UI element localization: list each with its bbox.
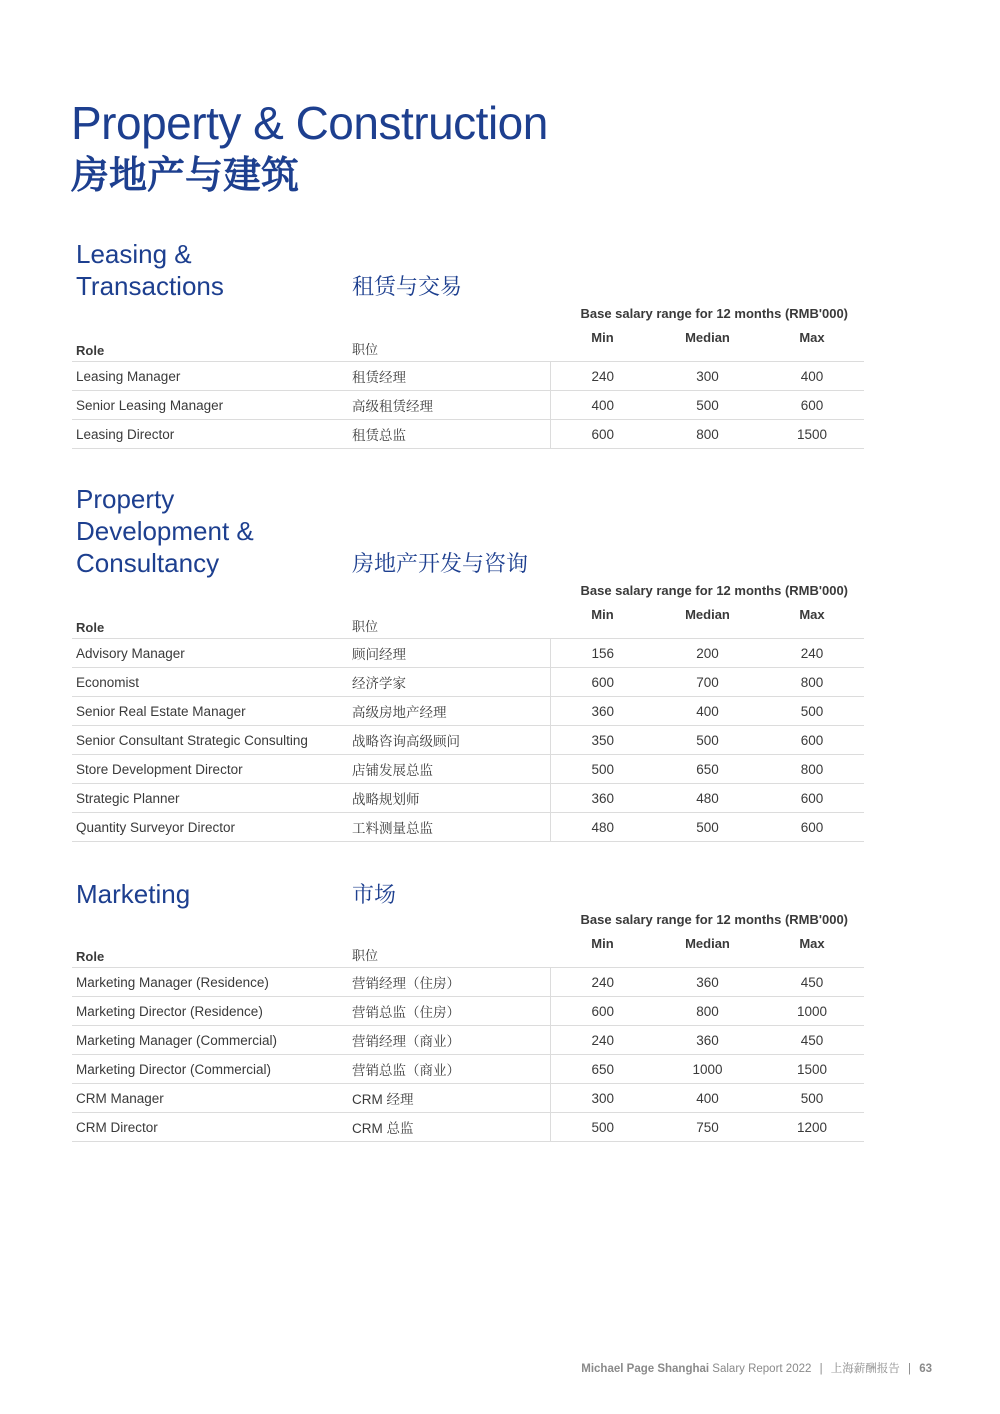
role-zh-cell: 经济学家 [348, 668, 550, 697]
median-cell: 500 [655, 813, 760, 842]
table-row [72, 1055, 864, 1084]
role-cell: Leasing Director [72, 420, 348, 449]
role-zh-cell: 租赁经理 [348, 362, 550, 391]
role-zh-cell: 店铺发展总监 [348, 755, 550, 784]
page-number: 63 [919, 1363, 932, 1375]
max-cell: 600 [760, 813, 864, 842]
section-leasing [72, 236, 864, 444]
max-cell: 1500 [760, 420, 864, 449]
footer-separator: | [908, 1363, 911, 1375]
min-cell: 650 [550, 1055, 655, 1084]
table-row [72, 726, 864, 755]
table-row [72, 784, 864, 813]
min-cell: 360 [550, 784, 655, 813]
median-cell: 500 [655, 391, 760, 420]
table-row [72, 968, 864, 997]
footer-brand: Michael Page Shanghai [581, 1363, 710, 1375]
role-cell: CRM Manager [72, 1084, 348, 1113]
min-cell: 156 [550, 639, 655, 668]
min-cell: 300 [550, 1084, 655, 1113]
table-body [72, 968, 864, 1142]
max-cell: 500 [760, 1084, 864, 1113]
table-body [72, 362, 864, 449]
col-header-median: Median [685, 936, 730, 951]
section-heading [72, 236, 864, 302]
salary-table [72, 605, 864, 842]
section-title: Leasing & Transactions [76, 239, 224, 301]
role-zh-cell: CRM 总监 [348, 1113, 550, 1142]
table-row [72, 362, 864, 391]
table-row [72, 997, 864, 1026]
role-zh-cell: 营销经理（商业） [348, 1026, 550, 1055]
median-cell: 360 [655, 968, 760, 997]
section-title-zh: 市场 [352, 882, 397, 907]
footer-separator: | [819, 1363, 823, 1375]
median-cell: 300 [655, 362, 760, 391]
section-title: Property Development & Consultancy [76, 484, 254, 578]
max-cell: 1200 [760, 1113, 864, 1142]
median-cell: 1000 [655, 1055, 760, 1084]
max-cell: 600 [760, 726, 864, 755]
section-title-zh: 租赁与交易 [352, 274, 463, 299]
role-cell: Leasing Manager [72, 362, 348, 391]
role-cell: Marketing Director (Commercial) [72, 1055, 348, 1084]
table-header-row [72, 605, 864, 639]
salary-table [72, 328, 864, 449]
median-cell: 800 [655, 420, 760, 449]
role-cell: Advisory Manager [72, 639, 348, 668]
table-row [72, 668, 864, 697]
median-cell: 500 [655, 726, 760, 755]
max-cell: 1500 [760, 1055, 864, 1084]
min-cell: 600 [550, 668, 655, 697]
median-cell: 400 [655, 1084, 760, 1113]
col-header-role: Role [76, 343, 105, 358]
max-cell: 600 [760, 784, 864, 813]
max-cell: 800 [760, 668, 864, 697]
table-row [72, 1026, 864, 1055]
role-cell: Strategic Planner [72, 784, 348, 813]
salary-range-note: Base salary range for 12 months (RMB'000) [580, 306, 848, 321]
col-header-min: Min [591, 330, 614, 345]
col-header-min: Min [591, 607, 614, 622]
salary-range-note: Base salary range for 12 months (RMB'000) [580, 583, 848, 598]
median-cell: 360 [655, 1026, 760, 1055]
table-row [72, 420, 864, 449]
max-cell: 450 [760, 1026, 864, 1055]
role-zh-cell: 战略咨询高级顾问 [348, 726, 550, 755]
table-row [72, 391, 864, 420]
role-zh-cell: CRM 经理 [348, 1084, 550, 1113]
salary-table [72, 934, 864, 1142]
table-header-row [72, 934, 864, 968]
col-header-role: Role [76, 620, 105, 635]
min-cell: 350 [550, 726, 655, 755]
min-cell: 600 [550, 997, 655, 1026]
page-title-zh: 房地产与建筑 [71, 155, 300, 197]
role-cell: Marketing Director (Residence) [72, 997, 348, 1026]
role-zh-cell: 战略规划师 [348, 784, 550, 813]
max-cell: 1000 [760, 997, 864, 1026]
col-header-role-zh: 职位 [352, 342, 379, 357]
col-header-role: Role [76, 949, 105, 964]
role-cell: Marketing Manager (Residence) [72, 968, 348, 997]
table-row [72, 755, 864, 784]
section-heading [72, 480, 864, 579]
min-cell: 400 [550, 391, 655, 420]
min-cell: 500 [550, 755, 655, 784]
min-cell: 480 [550, 813, 655, 842]
median-cell: 750 [655, 1113, 760, 1142]
role-cell: Store Development Director [72, 755, 348, 784]
role-cell: Economist [72, 668, 348, 697]
col-header-min: Min [591, 936, 614, 951]
min-cell: 600 [550, 420, 655, 449]
col-header-max: Max [799, 936, 825, 951]
table-body [72, 639, 864, 842]
section-title: Marketing [76, 879, 191, 909]
col-header-role-zh: 职位 [352, 619, 379, 634]
col-header-max: Max [799, 607, 825, 622]
min-cell: 240 [550, 1026, 655, 1055]
role-zh-cell: 顾问经理 [348, 639, 550, 668]
median-cell: 650 [655, 755, 760, 784]
table-row [72, 697, 864, 726]
salary-range-note: Base salary range for 12 months (RMB'000) [580, 912, 848, 927]
col-header-median: Median [685, 330, 730, 345]
footer-report: Salary Report 2022 [712, 1363, 812, 1375]
section-property-development [72, 480, 864, 836]
footer-report-zh: 上海薪酬报告 [830, 1363, 900, 1375]
max-cell: 240 [760, 639, 864, 668]
max-cell: 400 [760, 362, 864, 391]
role-zh-cell: 高级房地产经理 [348, 697, 550, 726]
role-cell: Marketing Manager (Commercial) [72, 1026, 348, 1055]
median-cell: 480 [655, 784, 760, 813]
col-header-role-zh: 职位 [352, 948, 379, 963]
table-header-row [72, 328, 864, 362]
min-cell: 500 [550, 1113, 655, 1142]
col-header-median: Median [685, 607, 730, 622]
role-cell: Senior Real Estate Manager [72, 697, 348, 726]
role-zh-cell: 租赁总监 [348, 420, 550, 449]
max-cell: 600 [760, 391, 864, 420]
role-cell: Senior Consultant Strategic Consulting [72, 726, 348, 755]
col-header-max: Max [799, 330, 825, 345]
max-cell: 800 [760, 755, 864, 784]
role-cell: Quantity Surveyor Director [72, 813, 348, 842]
table-row [72, 1113, 864, 1142]
role-cell: Senior Leasing Manager [72, 391, 348, 420]
role-zh-cell: 营销总监（商业） [348, 1055, 550, 1084]
role-zh-cell: 营销经理（住房） [348, 968, 550, 997]
min-cell: 360 [550, 697, 655, 726]
section-heading [72, 874, 864, 910]
max-cell: 500 [760, 697, 864, 726]
role-zh-cell: 营销总监（住房） [348, 997, 550, 1026]
role-zh-cell: 工料测量总监 [348, 813, 550, 842]
page-title: Property & Construction [71, 97, 548, 149]
role-cell: CRM Director [72, 1113, 348, 1142]
min-cell: 240 [550, 362, 655, 391]
max-cell: 450 [760, 968, 864, 997]
table-row [72, 813, 864, 842]
median-cell: 700 [655, 668, 760, 697]
table-row [72, 639, 864, 668]
table-row [72, 1084, 864, 1113]
page-footer [581, 1360, 932, 1376]
section-title-zh: 房地产开发与咨询 [352, 551, 529, 576]
median-cell: 400 [655, 697, 760, 726]
min-cell: 240 [550, 968, 655, 997]
role-zh-cell: 高级租赁经理 [348, 391, 550, 420]
median-cell: 800 [655, 997, 760, 1026]
median-cell: 200 [655, 639, 760, 668]
section-marketing [72, 874, 864, 1136]
